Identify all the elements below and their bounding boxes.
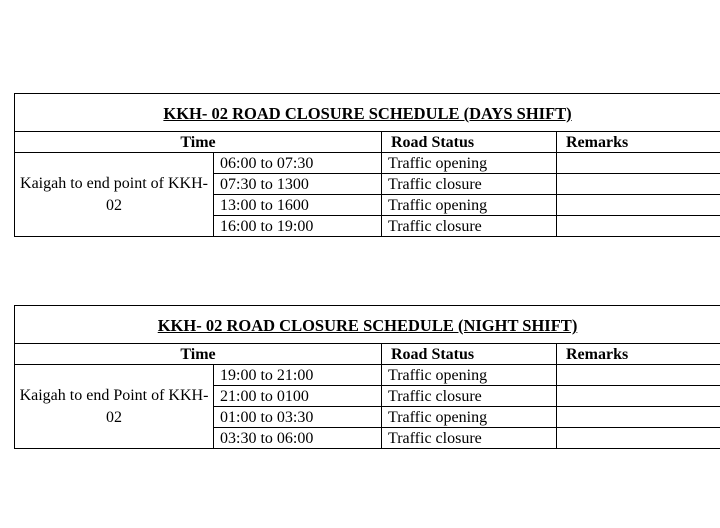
status-cell: Traffic opening bbox=[382, 195, 557, 216]
time-cell: 13:00 to 1600 bbox=[214, 195, 382, 216]
status-cell: Traffic opening bbox=[382, 407, 557, 428]
road-status-header: Road Status bbox=[382, 132, 557, 153]
time-cell: 03:30 to 06:00 bbox=[214, 428, 382, 449]
time-header: Time bbox=[15, 132, 382, 153]
status-cell: Traffic opening bbox=[382, 153, 557, 174]
remarks-cell bbox=[557, 216, 720, 237]
time-cell: 19:00 to 21:00 bbox=[214, 365, 382, 386]
time-cell: 07:30 to 1300 bbox=[214, 174, 382, 195]
status-cell: Traffic opening bbox=[382, 365, 557, 386]
status-cell: Traffic closure bbox=[382, 174, 557, 195]
status-cell: Traffic closure bbox=[382, 216, 557, 237]
location-cell: Kaigah to end point of KKH-02 bbox=[15, 153, 214, 237]
remarks-cell bbox=[557, 195, 720, 216]
remarks-cell bbox=[557, 407, 720, 428]
remarks-cell bbox=[557, 365, 720, 386]
table-title: KKH- 02 ROAD CLOSURE SCHEDULE (DAYS SHIFT) bbox=[15, 94, 720, 132]
remarks-header: Remarks bbox=[557, 344, 720, 365]
road-status-header: Road Status bbox=[382, 344, 557, 365]
day-shift-schedule-table bbox=[14, 93, 720, 237]
time-cell: 16:00 to 19:00 bbox=[214, 216, 382, 237]
remarks-cell bbox=[557, 174, 720, 195]
time-cell: 01:00 to 03:30 bbox=[214, 407, 382, 428]
time-cell: 21:00 to 0100 bbox=[214, 386, 382, 407]
night-shift-schedule-table bbox=[14, 305, 720, 449]
remarks-cell bbox=[557, 428, 720, 449]
status-cell: Traffic closure bbox=[382, 428, 557, 449]
remarks-cell bbox=[557, 153, 720, 174]
table-title: KKH- 02 ROAD CLOSURE SCHEDULE (NIGHT SHIFT) bbox=[15, 306, 720, 344]
status-cell: Traffic closure bbox=[382, 386, 557, 407]
remarks-header: Remarks bbox=[557, 132, 720, 153]
table-row bbox=[15, 365, 720, 386]
remarks-cell bbox=[557, 386, 720, 407]
location-cell: Kaigah to end Point of KKH-02 bbox=[15, 365, 214, 449]
time-cell: 06:00 to 07:30 bbox=[214, 153, 382, 174]
table-row bbox=[15, 153, 720, 174]
time-header: Time bbox=[15, 344, 382, 365]
